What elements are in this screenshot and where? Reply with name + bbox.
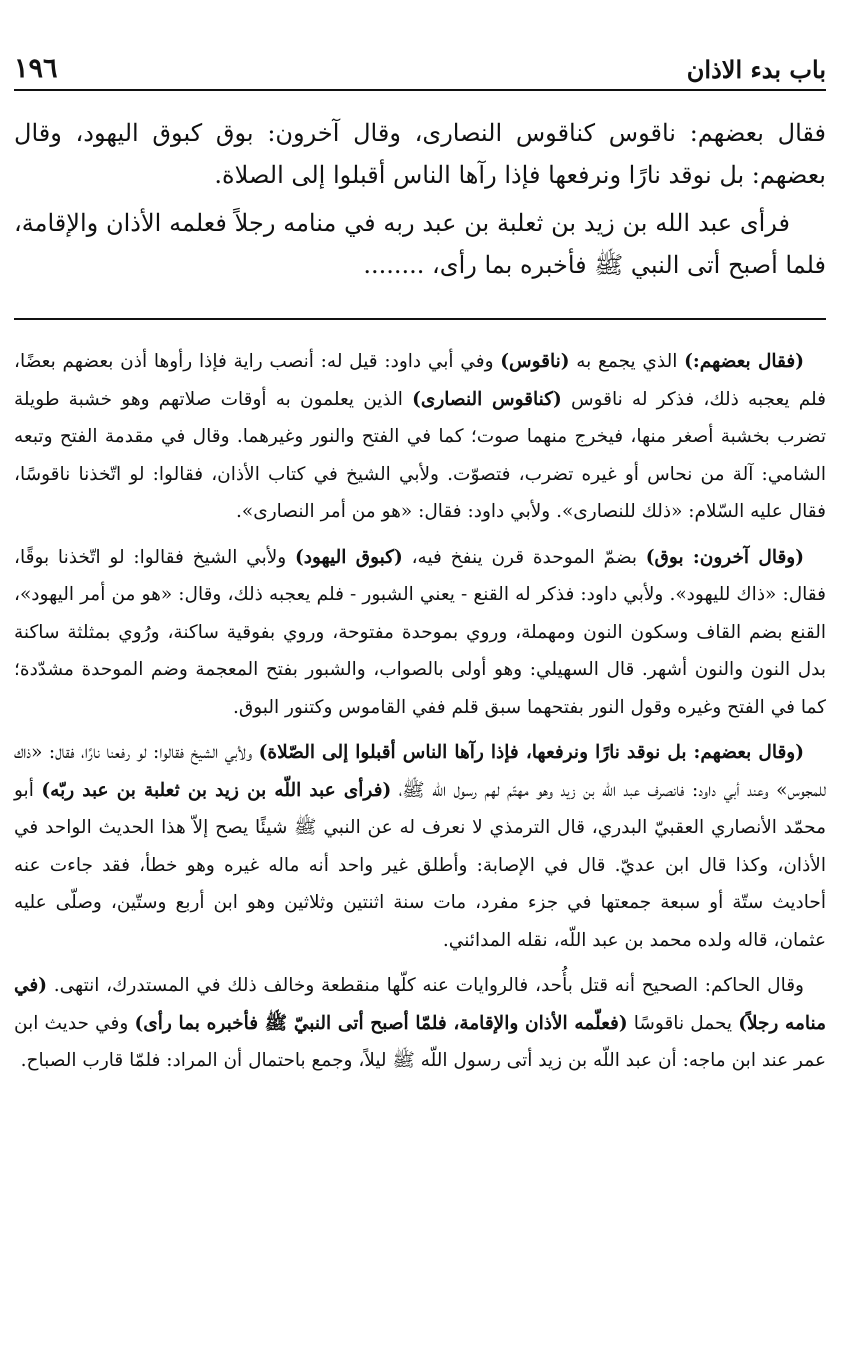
commentary-text: ولأبي الشيخ فقالوا: لو رفعنا نارًا، فقال: «ذاك للمجوس» وعند أبي داود: فانصرف عبد اللّه بن زيد وهو مهتّم لهم رسول اللّه ﷺ، xyxy=(14,742,826,801)
main-text xyxy=(14,112,826,292)
bold-quote: (فعلّمه الأذان والإقامة، فلمّا أصبح أتى النبيّ ﷺ فأخبره بما رأى) xyxy=(134,1012,628,1034)
commentary-paragraph xyxy=(14,539,826,727)
commentary-text: يحمل ناقوسًا xyxy=(627,1012,739,1034)
commentary-text: أبو محمّد الأنصاري العقبيّ البدري، قال الترمذي لا نعرف له عن النبي ﷺ شيئًا يصح إلاّ هذا الحديث الواحد في الأذان، وكذا قال ابن عديّ. قال في الإصابة: وأطلق غير واحد أنه ماله غيره وهو خطأ، فقد جاءت عنه أحاديث ستّة أو سبعة جمعتها في جزء مفرد، مات سنة اثنتين وثلاثين وهو ابن أربع وستّين، وصلّى عليه عثمان، قاله ولده محمد بن عبد اللّه، نقله المدائني. xyxy=(14,779,826,951)
page-number: ١٩٦ xyxy=(14,53,58,84)
commentary-text: وفي أبي داود: قيل له: أنصب راية فإذا رأوها أذن بعضهم بعضًا، فلم يعجبه ذلك، فذكر له ناقوس xyxy=(14,351,826,410)
bold-quote: (وقال بعضهم: بل نوقد نارًا ونرفعها، فإذا رآها الناس أقبلوا إلى الصّلاة) xyxy=(258,742,804,763)
bold-quote: (فرأى عبد اللّه بن زيد بن ثعلبة بن عبد ربّه) xyxy=(41,779,392,801)
commentary-divider xyxy=(14,318,826,320)
commentary-text: وفي حديث ابن عمر عند ابن ماجه: أن عبد اللّه بن زيد أتى رسول اللّه ﷺ ليلاً، وجمع باحتمال أن المراد: فلمّا قارب الصباح. xyxy=(14,1012,826,1071)
page-header xyxy=(14,40,826,84)
chapter-title: باب بدء الاذان xyxy=(686,55,826,84)
bold-quote: (وقال آخرون: بوق) xyxy=(645,546,804,568)
main-paragraph: فرأى عبد الله بن زيد بن ثعلبة بن عبد ربه في منامه رجلاً فعلمه الأذان والإقامة، فلما أصبح أتى النبي ﷺ فأخبره بما رأى، ........ xyxy=(14,209,826,279)
commentary-paragraph xyxy=(14,343,826,531)
commentary xyxy=(14,343,826,1088)
bold-quote: (ناقوس) xyxy=(500,351,570,372)
commentary-paragraph xyxy=(14,734,826,959)
main-paragraph: فقال بعضهم: ناقوس كناقوس النصارى، وقال آخرون: بوق كبوق اليهود، وقال بعضهم: بل نوقد نارًا ونرفعها فإذا رآها الناس أقبلوا إلى الصلاة. xyxy=(14,119,826,189)
commentary-text: بضمّ الموحدة قرن ينفخ فيه، xyxy=(402,546,646,568)
commentary-text: الذي يجمع به xyxy=(569,351,685,372)
commentary-text: الذين يعلمون به أوقات صلاتهم وهو خشبة طويلة تضرب بخشبة أصغر منها، فيخرج منهما صوت؛ كما في الفتح والنور وغيرهما. وقال في مقدمة الفتح وتبعه الشامي: آلة من نحاس أو غيره تضرب، فتصوّت. ولأبي الشيخ في كتاب الأذان، فقالوا: لو اتّخذنا ناقوسًا، فقال عليه السّلام: «ذلك للنصارى». ولأبي داود: فقال: «هو من أمر النصارى». xyxy=(14,388,826,522)
header-divider xyxy=(14,89,826,91)
bold-quote: (كناقوس النصارى) xyxy=(412,388,562,410)
bold-quote: (فقال بعضهم:) xyxy=(684,351,805,372)
commentary-text: ولأبي الشيخ فقالوا: لو اتّخذنا بوقًا، فقال: «ذاك لليهود». ولأبي داود: فذكر له القنع - يعني الشبور - فلم يعجبه ذلك، وقال: «هو من أمر اليهود»، القنع بضم القاف وسكون النون ومهملة، وروي بموحدة مفتوحة، وروي بفوقية ساكنة، ورُوي بمثلثة ساكنة بدل النون والنون أشهر. قال السهيلي: وهو أولى بالصواب، والشبور بفتح المعجمة وضم الموحدة مشدّدة؛ كما في الفتح وغيره وقول النور بفتحهما سبق قلم ففي القاموس وكتنور البوق. xyxy=(14,546,826,718)
bold-quote: (كبوق اليهود) xyxy=(294,546,403,568)
commentary-text: وقال الحاكم: الصحيح أنه قتل بأُحد، فالروايات عنه كلّها منقطعة وخالف ذلك في المستدرك، انتهى. xyxy=(47,975,804,996)
bold-quote: (في منامه رجلاً) xyxy=(14,975,827,1034)
book-page xyxy=(14,0,826,1360)
commentary-paragraph xyxy=(14,967,826,1080)
